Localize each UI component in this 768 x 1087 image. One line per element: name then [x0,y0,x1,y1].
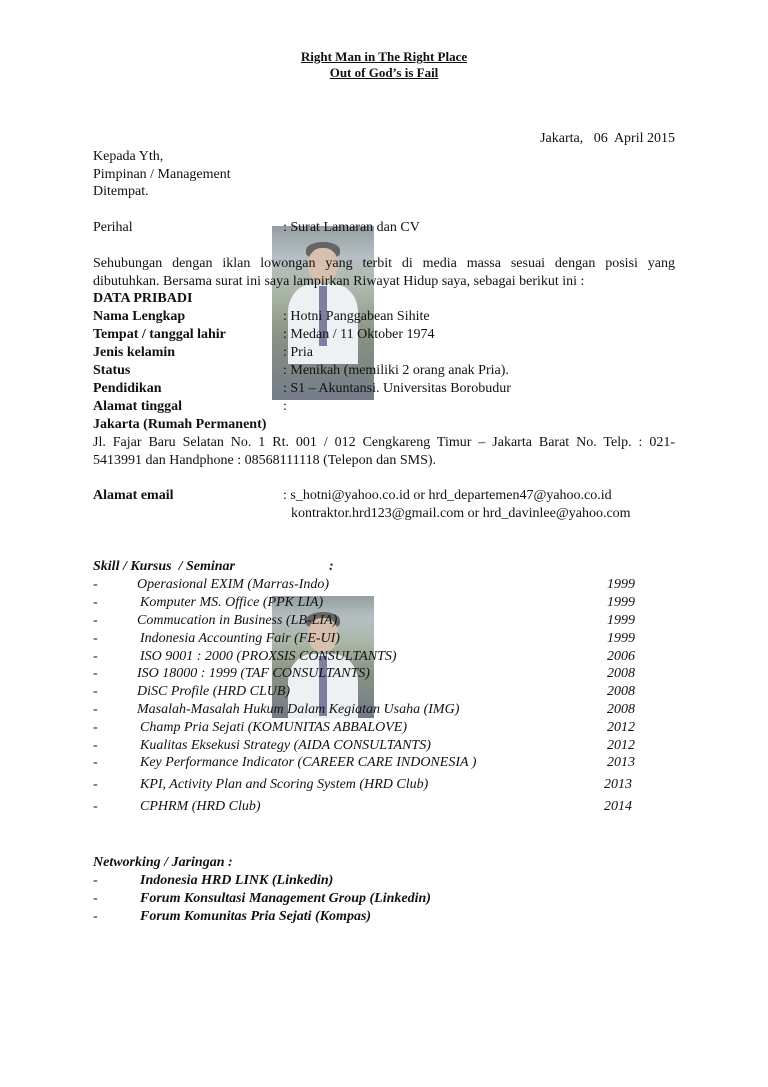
bullet: - [93,738,98,753]
skills-heading-colon: : [329,559,334,574]
address-line: Ditempat. [93,184,149,199]
skill-name: ISO 18000 : 1999 (TAF CONSULTANTS) [137,666,370,681]
skill-name: KPI, Activity Plan and Scoring System (HRD Club) [140,777,429,792]
bullet: - [93,631,98,646]
bullet: - [93,649,98,664]
skill-name: Masalah-Masalah Hukum Dalam Kegiatan Usaha (IMG) [137,702,460,717]
field-label: Nama Lengkap [93,309,186,324]
field-value: : [283,399,287,414]
skill-year: 2012 [607,720,635,735]
field-label: Pendidikan [93,381,162,396]
skill-name: Indonesia Accounting Fair (FE-UI) [140,631,340,646]
jakarta-address-line-1: Jl. Fajar Baru Selatan No. 1 Rt. 001 / 012 Cengkareng Timur – Jakarta Barat No. Telp. : 021- [93,435,675,450]
address-line: Pimpinan / Management [93,167,231,182]
email-line: kontraktor.hrd123@gmail.com or hrd_davinlee@yahoo.com [291,506,631,521]
skills-heading: Skill / Kursus / Seminar [93,559,236,574]
field-value: : Medan / 11 Oktober 1974 [283,327,435,342]
field-label: Jenis kelamin [93,345,176,360]
bullet: - [93,702,98,717]
field-value: : S1 – Akuntansi. Universitas Borobudur [283,381,511,396]
skill-year: 1999 [607,595,635,610]
skill-name: DiSC Profile (HRD CLUB) [137,684,291,699]
field-value: : Hotni Panggabean Sihite [283,309,430,324]
email-line: : s_hotni@yahoo.co.id or hrd_departemen47@yahoo.co.id [283,488,612,503]
bullet: - [93,684,98,699]
field-label: Tempat / tanggal lahir [93,327,226,342]
header-line-1: Right Man in The Right Place [300,49,468,64]
skill-name: Key Performance Indicator (CAREER CARE INDONESIA ) [140,755,477,770]
bullet: - [93,666,98,681]
skill-year: 2008 [607,666,635,681]
skill-name: Operasional EXIM (Marras-Indo) [137,577,330,592]
bullet: - [93,873,98,888]
bullet: - [93,799,98,814]
email-label: Alamat email [93,488,174,503]
skill-year: 2013 [604,777,632,792]
letter-date: Jakarta, 06 April 2015 [540,131,675,146]
skill-name: ISO 9001 : 2000 (PROXSIS CONSULTANTS) [140,649,397,664]
skill-name: Komputer MS. Office (PPK LIA) [140,595,324,610]
bullet: - [93,891,98,906]
skill-year: 2008 [607,684,635,699]
skill-year: 1999 [607,631,635,646]
network-item: Forum Konsultasi Management Group (Linkedin) [140,891,431,906]
skill-name: CPHRM (HRD Club) [140,799,261,814]
field-label: Alamat tinggal [93,399,183,414]
intro-line-2: dibutuhkan. Bersama surat ini saya lampirkan Riwayat Hidup saya, sebagai berikut ini : [93,274,585,289]
bullet: - [93,777,98,792]
skill-year: 2014 [604,799,632,814]
network-item: Forum Komunitas Pria Sejati (Kompas) [140,909,372,924]
skill-year: 1999 [607,613,635,628]
network-item: Indonesia HRD LINK (Linkedin) [140,873,334,888]
skill-year: 1999 [607,577,635,592]
networking-heading: Networking / Jaringan : [93,855,233,870]
bullet: - [93,613,98,628]
subject-value: : Surat Lamaran dan CV [283,220,420,235]
skill-name: Commucation in Business (LB-LIA) [137,613,338,628]
field-value: : Menikah (memiliki 2 orang anak Pria). [283,363,509,378]
skill-name: Kualitas Eksekusi Strategy (AIDA CONSULTANTS) [140,738,431,753]
bullet: - [93,577,98,592]
subject-label: Perihal [93,220,133,235]
jakarta-label: Jakarta (Rumah Permanent) [93,417,267,432]
jakarta-address-line-2: 5413991 dan Handphone : 08568111118 (Telepon dan SMS). [93,453,437,468]
skill-year: 2013 [607,755,635,770]
bullet: - [93,755,98,770]
bullet: - [93,720,98,735]
header-line-2: Out of God’s is Fail [329,65,439,80]
address-line: Kepada Yth, [93,149,164,164]
skill-year: 2008 [607,702,635,717]
bullet: - [93,595,98,610]
intro-line-1: Sehubungan dengan iklan lowongan yang terbit di media massa sesuai dengan posisi yang [93,256,675,271]
skill-year: 2012 [607,738,635,753]
field-value: : Pria [283,345,313,360]
skill-name: Champ Pria Sejati (KOMUNITAS ABBALOVE) [140,720,408,735]
field-label: Status [93,363,131,378]
personal-data-heading: DATA PRIBADI [93,291,193,306]
bullet: - [93,909,98,924]
skill-year: 2006 [607,649,635,664]
